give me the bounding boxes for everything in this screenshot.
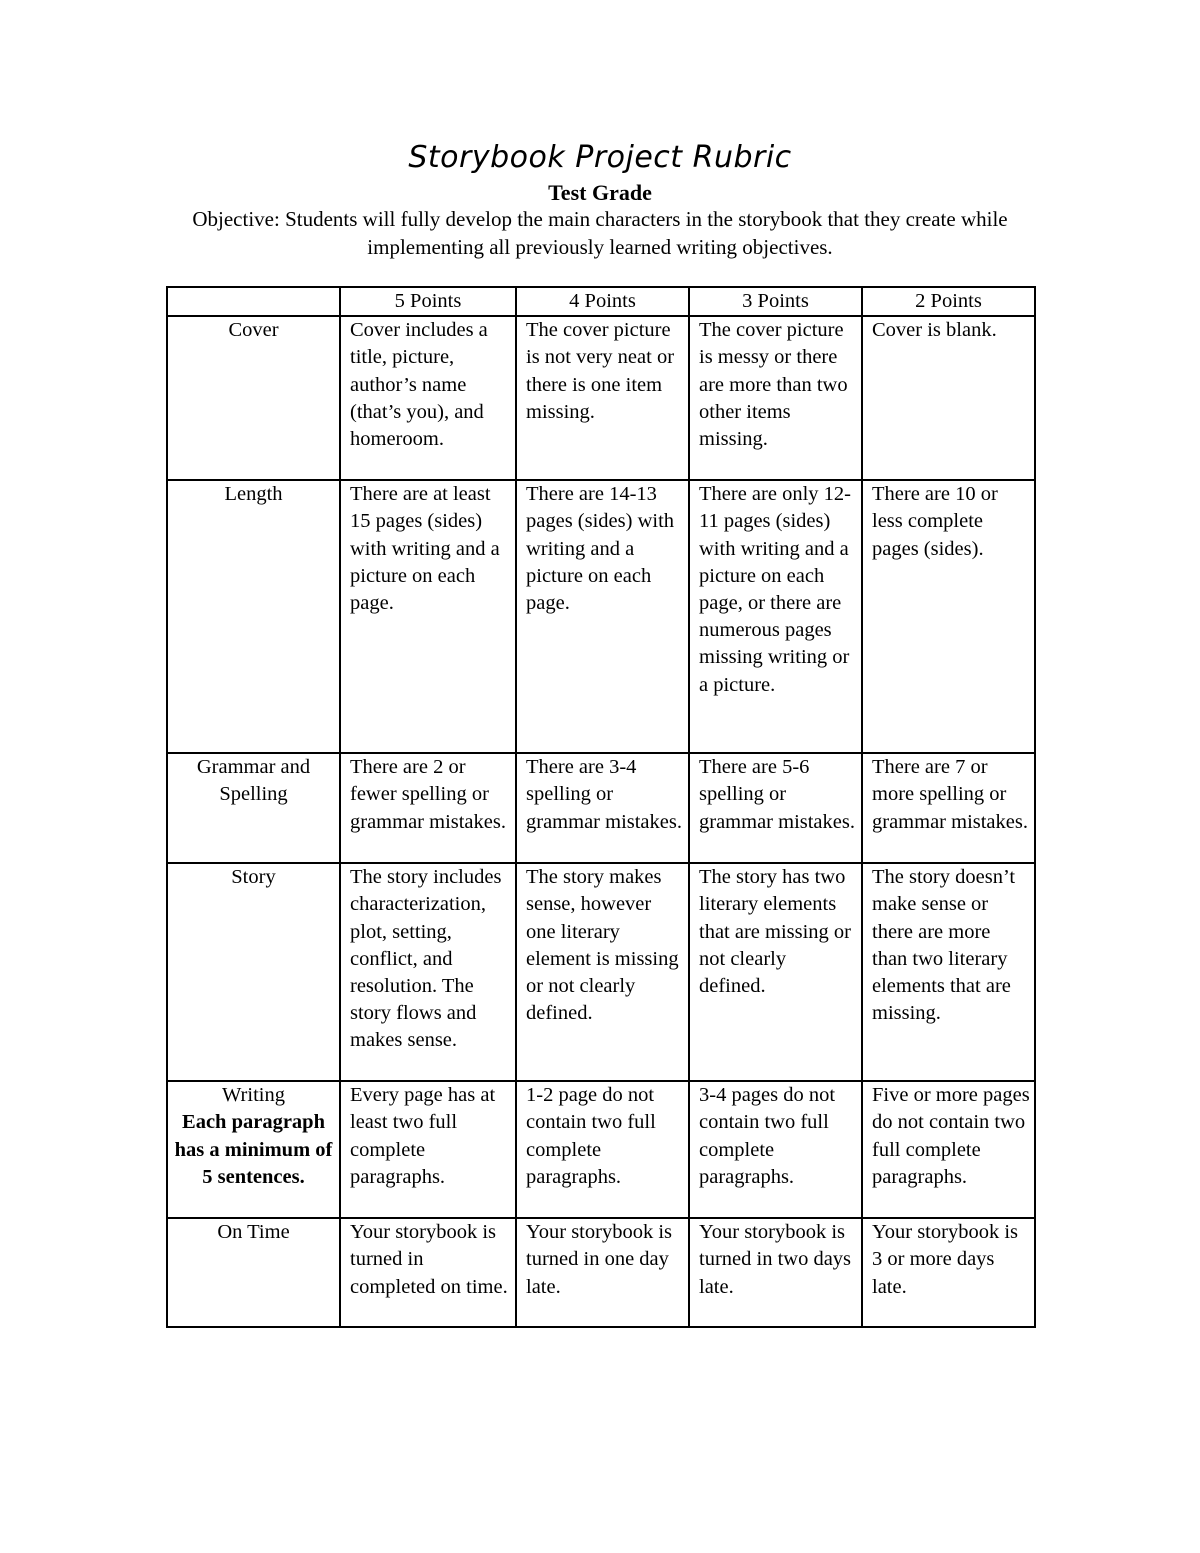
score-cell-3: 3-4 pages do not contain two full complete paragraphs. xyxy=(689,1081,862,1218)
header-cell-3-points: 3 Points xyxy=(689,287,862,316)
rubric-header-row xyxy=(167,287,1035,316)
score-cell-2: Your storybook is 3 or more days late. xyxy=(862,1218,1035,1327)
criterion-label: Writing xyxy=(222,1084,285,1107)
score-cell-3: There are only 12-11 pages (sides) with writing and a picture on each page, or there are numerous pages missing writing or a picture. xyxy=(689,480,862,753)
document-title: Storybook Project Rubric xyxy=(408,140,792,175)
score-cell-4: The story makes sense, however one literary element is missing or not clearly defined. xyxy=(516,863,689,1081)
rubric-table xyxy=(166,286,1036,1328)
score-cell-4: The cover picture is not very neat or there is one item missing. xyxy=(516,316,689,480)
score-cell-2: Five or more pages do not contain two full complete paragraphs. xyxy=(862,1081,1035,1218)
score-cell-2: Cover is blank. xyxy=(862,316,1035,480)
score-cell-5: There are 2 or fewer spelling or grammar mistakes. xyxy=(340,753,516,863)
header-cell-5-points: 5 Points xyxy=(340,287,516,316)
score-cell-3: Your storybook is turned in two days late. xyxy=(689,1218,862,1327)
document-objective: Objective: Students will fully develop the main characters in the storybook that they create while implementing all previously learned writing objectives. xyxy=(192,207,1008,259)
score-cell-4: There are 3-4 spelling or grammar mistakes. xyxy=(516,753,689,863)
criterion-cell xyxy=(167,863,340,1081)
rubric-row-length xyxy=(167,480,1035,753)
score-cell-5: Every page has at least two full complete paragraphs. xyxy=(340,1081,516,1218)
rubric-row-grammar-spelling xyxy=(167,753,1035,863)
criterion-note: Each paragraph has a minimum of 5 sentences. xyxy=(174,1111,333,1188)
criterion-cell xyxy=(167,1081,340,1218)
criterion-label: Length xyxy=(224,483,283,506)
criterion-cell xyxy=(167,316,340,480)
criterion-label: Story xyxy=(231,866,276,889)
document-subtitle: Test Grade xyxy=(548,180,652,205)
criterion-cell xyxy=(167,753,340,863)
criterion-cell xyxy=(167,1218,340,1327)
criterion-label: Grammar and Spelling xyxy=(196,756,311,806)
score-cell-2: There are 10 or less complete pages (sides). xyxy=(862,480,1035,753)
score-cell-3: There are 5-6 spelling or grammar mistakes. xyxy=(689,753,862,863)
criterion-label: Cover xyxy=(228,319,279,342)
rubric-row-on-time xyxy=(167,1218,1035,1327)
criterion-label: On Time xyxy=(217,1221,290,1244)
score-cell-4: Your storybook is turned in one day late. xyxy=(516,1218,689,1327)
score-cell-5: Cover includes a title, picture, author’s name (that’s you), and homeroom. xyxy=(340,316,516,480)
header-cell-4-points: 4 Points xyxy=(516,287,689,316)
criterion-cell xyxy=(167,480,340,753)
score-cell-3: The cover picture is messy or there are more than two other items missing. xyxy=(689,316,862,480)
score-cell-5: Your storybook is turned in completed on time. xyxy=(340,1218,516,1327)
rubric-row-writing xyxy=(167,1081,1035,1218)
rubric-row-story xyxy=(167,863,1035,1081)
score-cell-3: The story has two literary elements that are missing or not clearly defined. xyxy=(689,863,862,1081)
score-cell-5: There are at least 15 pages (sides) with writing and a picture on each page. xyxy=(340,480,516,753)
score-cell-4: There are 14-13 pages (sides) with writing and a picture on each page. xyxy=(516,480,689,753)
rubric-row-cover xyxy=(167,316,1035,480)
header-cell-criterion xyxy=(167,287,340,316)
score-cell-5: The story includes characterization, plot, setting, conflict, and resolution. The story flows and makes sense. xyxy=(340,863,516,1081)
score-cell-2: There are 7 or more spelling or grammar mistakes. xyxy=(862,753,1035,863)
score-cell-2: The story doesn’t make sense or there are more than two literary elements that are missing. xyxy=(862,863,1035,1081)
score-cell-4: 1-2 page do not contain two full complete paragraphs. xyxy=(516,1081,689,1218)
header-cell-2-points: 2 Points xyxy=(862,287,1035,316)
